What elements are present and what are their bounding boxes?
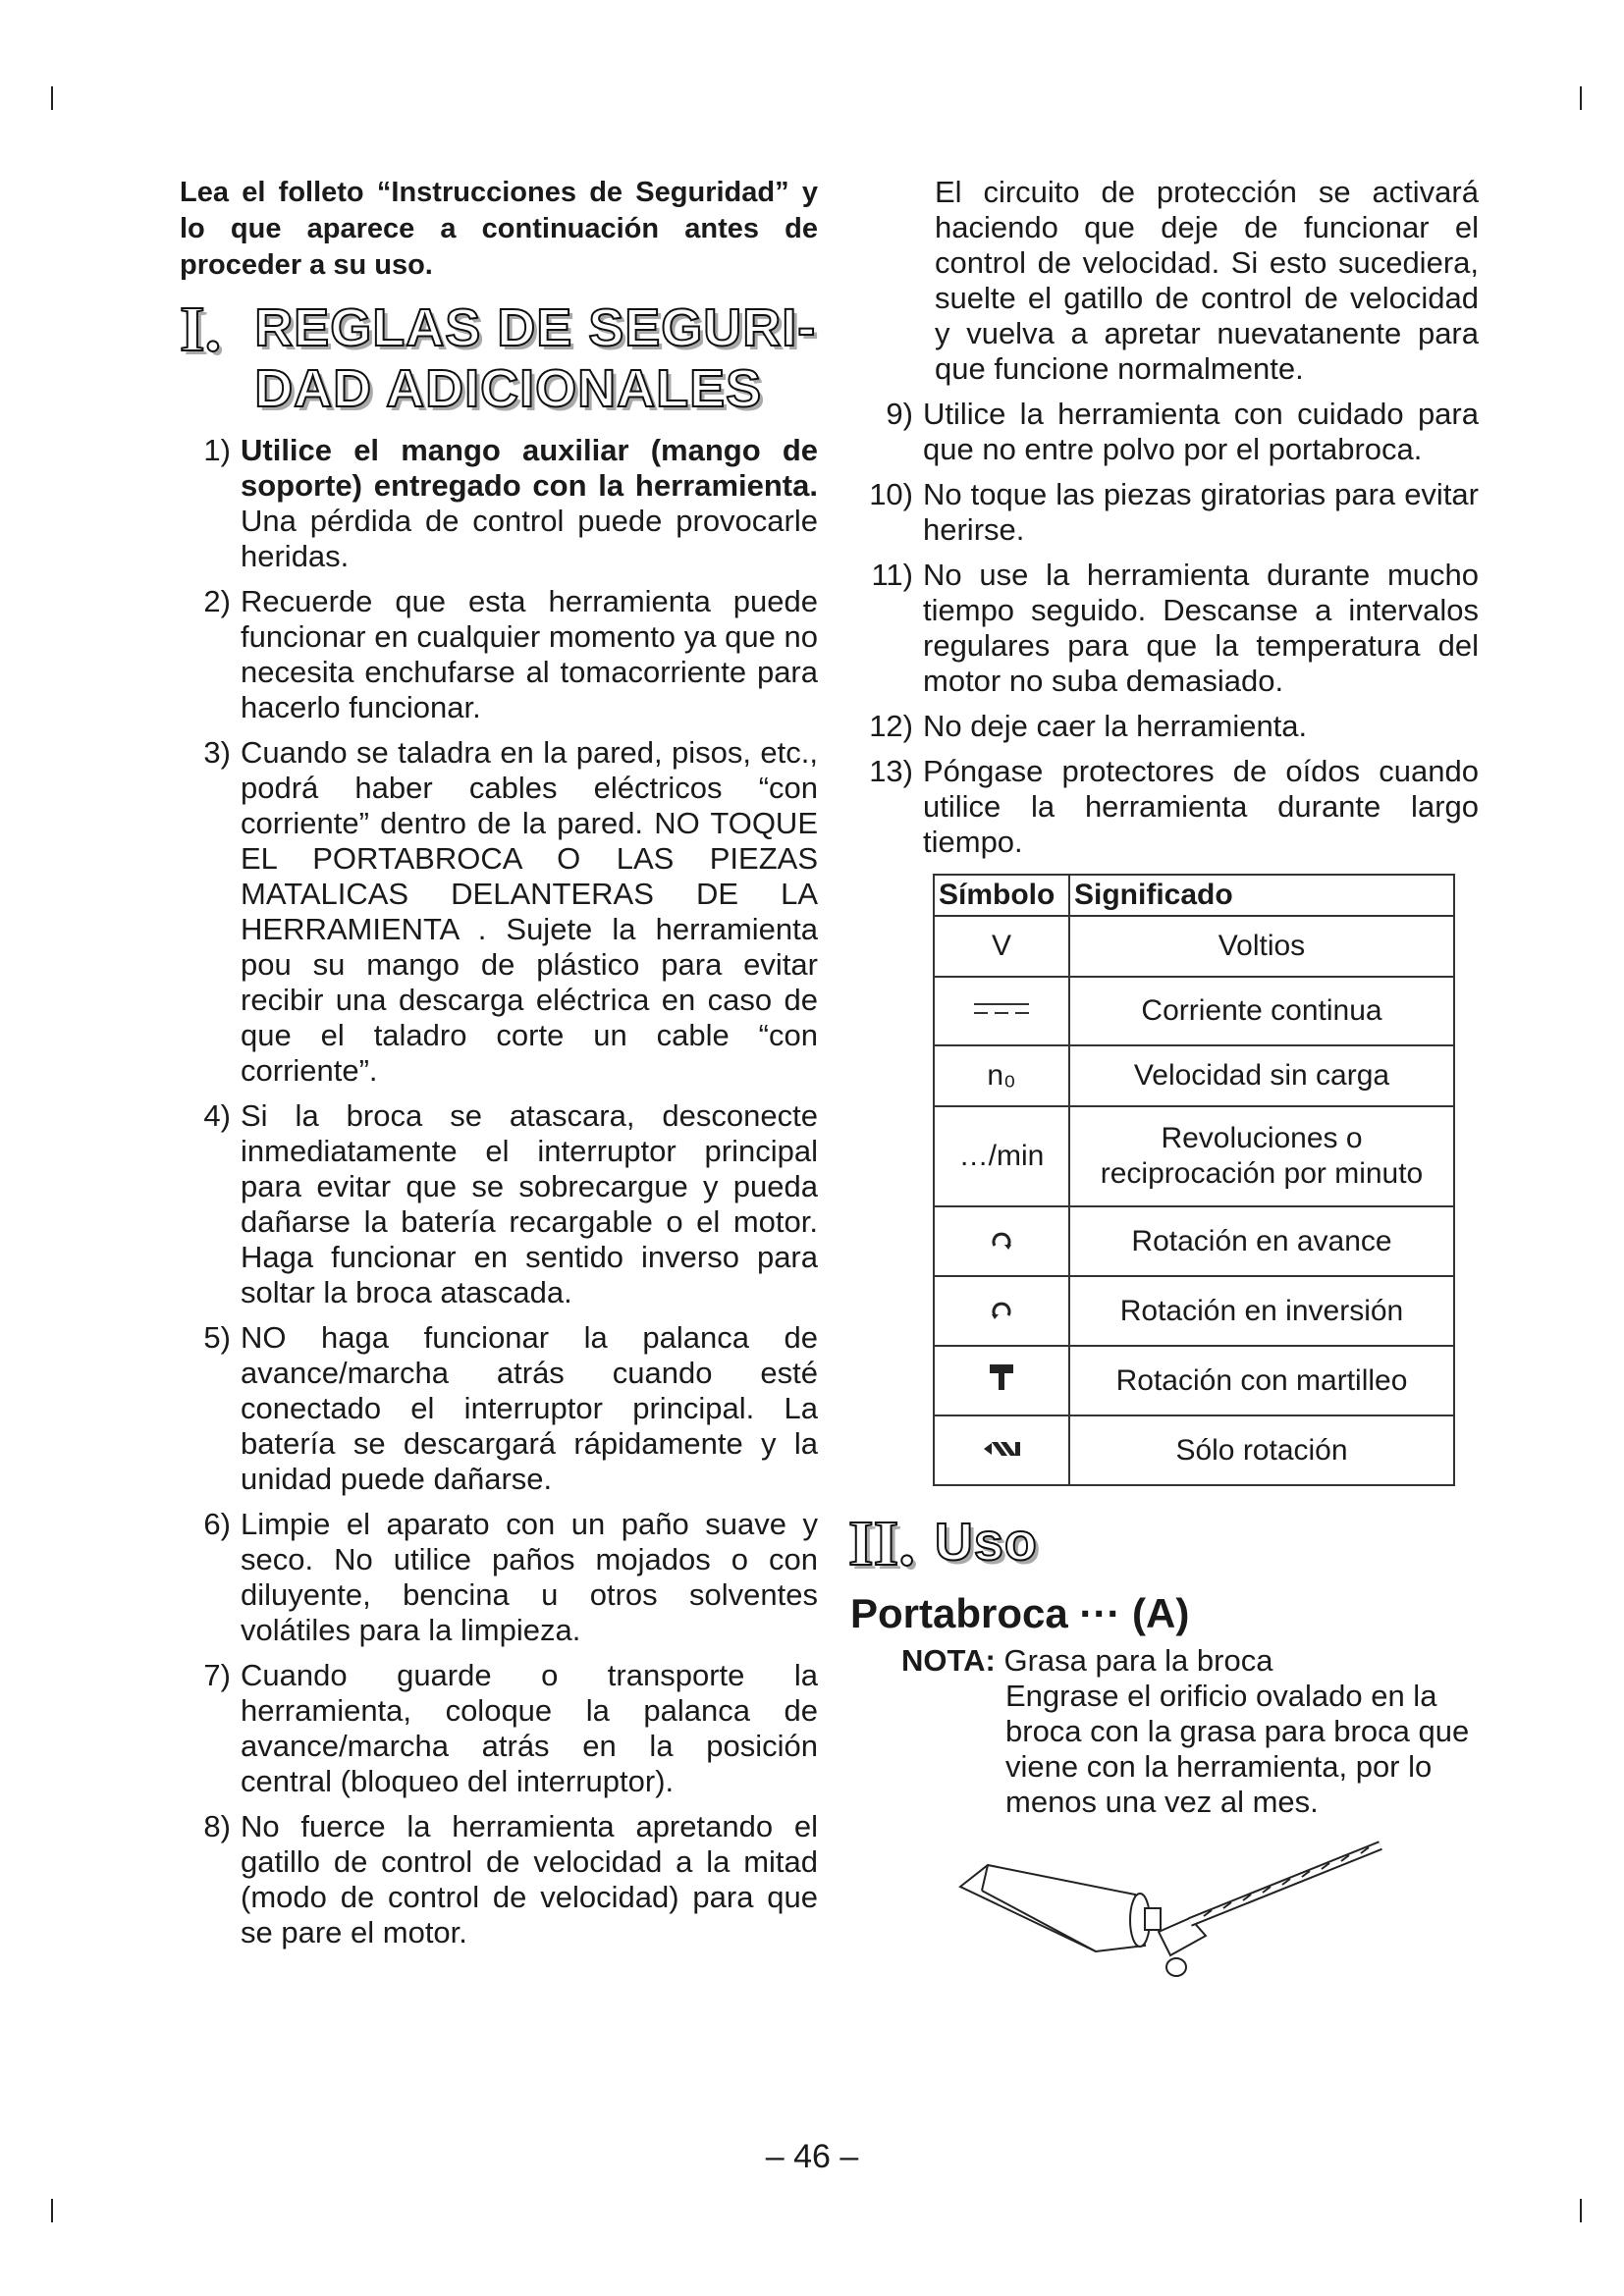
section-1-heading — [180, 294, 818, 419]
item-bold-text: Utilice el mango auxiliar (mango de soporte) entregado con la herramienta. — [241, 433, 818, 503]
grease-tube-drill-bit-illustration — [948, 1830, 1498, 2006]
list-item — [850, 754, 1479, 860]
table-row — [934, 1276, 1454, 1346]
item-number: 1) — [203, 433, 231, 467]
table-row — [934, 1106, 1454, 1206]
list-item — [180, 1320, 818, 1497]
portabroca-subtitle: Portabroca ··· (A) — [850, 1590, 1190, 1636]
drill-icon — [982, 1438, 1021, 1460]
symbol-cell: V — [934, 916, 1069, 977]
list-item — [180, 735, 818, 1089]
meaning-cell: Rotación en inversión — [1069, 1276, 1454, 1346]
item-number: 13) — [869, 754, 913, 788]
crop-mark-top-right — [1580, 86, 1582, 110]
item-8-continuation: El circuito de protección se activará haciendo que deje de funcionar el control de velocidad. Si esto sucediera, suelte el gatillo de control de velocidad y vuelva a apretar nuevatanente para que funcione normalmente. — [935, 175, 1479, 386]
list-item — [180, 1658, 818, 1799]
list-item — [180, 1507, 818, 1648]
section-1-title-line1: REGLAS DE SEGURI- — [254, 298, 817, 357]
page-number: – 46 – — [765, 2138, 859, 2175]
table-row — [934, 1206, 1454, 1276]
list-item — [850, 477, 1479, 548]
meaning-cell: Corriente continua — [1069, 977, 1454, 1045]
table-row — [934, 977, 1454, 1045]
meaning-cell: Revoluciones o reciprocación por minuto — [1069, 1106, 1454, 1206]
list-item — [180, 1098, 818, 1310]
table-row — [934, 1045, 1454, 1106]
section-1-title — [254, 297, 816, 419]
forward-rotation-icon — [990, 1227, 1013, 1251]
item-text: No fuerce la herramienta apretando el gatillo de control de velocidad a la mitad (modo de control de velocidad) para que se pare el motor. — [241, 1809, 818, 1949]
intro-text: Lea el folleto “Instrucciones de Seguridad” y lo que aparece a continuación antes de proceder a su uso. — [180, 177, 818, 281]
hammer-icon — [989, 1362, 1014, 1392]
symbol-cell — [934, 1206, 1069, 1276]
section-1-roman: I. — [180, 294, 222, 365]
item-number: 9) — [886, 397, 913, 431]
list-item — [180, 1809, 818, 1950]
item-text: Si la broca se atascara, desconecte inmediatamente el interruptor principal para evitar que se sobrecargue y pueda dañarse la batería recargable o el motor. Haga funcionar en sentido inverso para soltar la broca atascada. — [241, 1098, 818, 1309]
item-number: 2) — [203, 584, 231, 618]
symbol-table — [933, 874, 1455, 1486]
item-text: No toque las piezas giratorias para evitar herirse. — [923, 477, 1479, 547]
table-row — [934, 1346, 1454, 1415]
item-number: 10) — [869, 477, 913, 511]
list-item — [850, 558, 1479, 699]
item-text — [241, 433, 818, 574]
safety-rules-list-right — [850, 397, 1479, 860]
item-text: Utilice la herramienta con cuidado para que no entre polvo por el portabroca. — [923, 397, 1479, 466]
list-item — [180, 433, 818, 574]
symbol-cell — [934, 1276, 1069, 1346]
meaning-cell: Velocidad sin carga — [1069, 1045, 1454, 1106]
safety-rules-list-left — [180, 433, 818, 1950]
crop-mark-bottom-right — [1580, 2199, 1582, 2222]
item-text: NO haga funcionar la palanca de avance/marcha atrás cuando esté conectado el interruptor principal. La batería se descargará rápidamente y la unidad puede dañarse. — [241, 1320, 818, 1496]
section-2-roman: II. — [848, 1508, 915, 1579]
item-number: 5) — [203, 1320, 231, 1355]
symbol-cell: n₀ — [934, 1045, 1069, 1106]
item-number: 6) — [203, 1507, 231, 1541]
list-item — [180, 584, 818, 725]
symbol-cell — [934, 1346, 1069, 1415]
meaning-cell: Rotación en avance — [1069, 1206, 1454, 1276]
note-heading: Grasa para la broca — [1003, 1643, 1273, 1678]
section-2-title: Uso — [934, 1513, 1038, 1572]
meaning-cell: Sólo rotación — [1069, 1415, 1454, 1485]
note-body: Engrase el orificio ovalado en la broca con la grasa para broca que viene con la herramienta, por lo menos una vez al mes. — [1005, 1679, 1470, 1819]
list-item — [850, 397, 1479, 467]
item-text: Cuando guarde o transporte la herramienta, coloque la palanca de avance/marcha atrás en la posición central (bloqueo del interruptor). — [241, 1658, 818, 1798]
section-1-title-line2: DAD ADICIONALES — [254, 359, 763, 418]
meaning-cell: Rotación con martilleo — [1069, 1346, 1454, 1415]
section-2-heading — [848, 1508, 1479, 1579]
item-text: Recuerde que esta herramienta puede funcionar en cualquier momento ya que no necesita enchufarse al tomacorriente para hacerlo funcionar. — [241, 584, 818, 724]
item-number: 11) — [871, 558, 913, 592]
crop-mark-top-left — [51, 86, 53, 110]
item-text: No deje caer la herramienta. — [923, 709, 1308, 743]
item-plain-text: Una pérdida de control puede provocarle heridas. — [241, 504, 818, 573]
item-text: Cuando se taladra en la pared, pisos, etc., podrá haber cables eléctricos “con corriente” dentro de la pared. NO TOQUE EL PORTABROCA O LAS PIEZAS MATALICAS DELANTERAS DE LA HERRAMIENTA . Sujete la herramienta pou su mango de plástico para evitar recibir una descarga eléctrica en caso de que el taladro corte un cable “con corriente”. — [241, 735, 818, 1088]
symbol-cell: …/min — [934, 1106, 1069, 1206]
table-header-row — [934, 875, 1454, 916]
reverse-rotation-icon — [990, 1297, 1013, 1320]
item-number: 12) — [869, 709, 913, 743]
item-number: 3) — [203, 735, 231, 770]
right-column — [850, 175, 1479, 2011]
left-column — [180, 175, 818, 1960]
crop-mark-bottom-left — [51, 2199, 53, 2222]
note-line — [901, 1643, 1479, 1679]
item-number: 4) — [203, 1098, 231, 1133]
header-meaning: Significado — [1069, 875, 1454, 916]
table-row — [934, 1415, 1454, 1485]
item-number: 7) — [203, 1658, 231, 1692]
item-text: Póngase protectores de oídos cuando utilice la herramienta durante largo tiempo. — [923, 754, 1479, 859]
dc-icon — [970, 996, 1033, 1020]
item-text: No use la herramienta durante mucho tiempo seguido. Descanse a intervalos regulares para que la temperatura del motor no suba demasiado. — [923, 558, 1479, 698]
list-item — [850, 709, 1479, 744]
table-row — [934, 916, 1454, 977]
note-label: NOTA: — [901, 1643, 996, 1678]
symbol-cell — [934, 1415, 1069, 1485]
meaning-cell: Voltios — [1069, 916, 1454, 977]
item-text: Limpie el aparato con un paño suave y seco. No utilice paños mojados o con diluyente, bencina u otros solventes volátiles para la limpieza. — [241, 1507, 818, 1647]
symbol-cell — [934, 977, 1069, 1045]
item-number: 8) — [203, 1809, 231, 1843]
header-symbol: Símbolo — [934, 875, 1069, 916]
